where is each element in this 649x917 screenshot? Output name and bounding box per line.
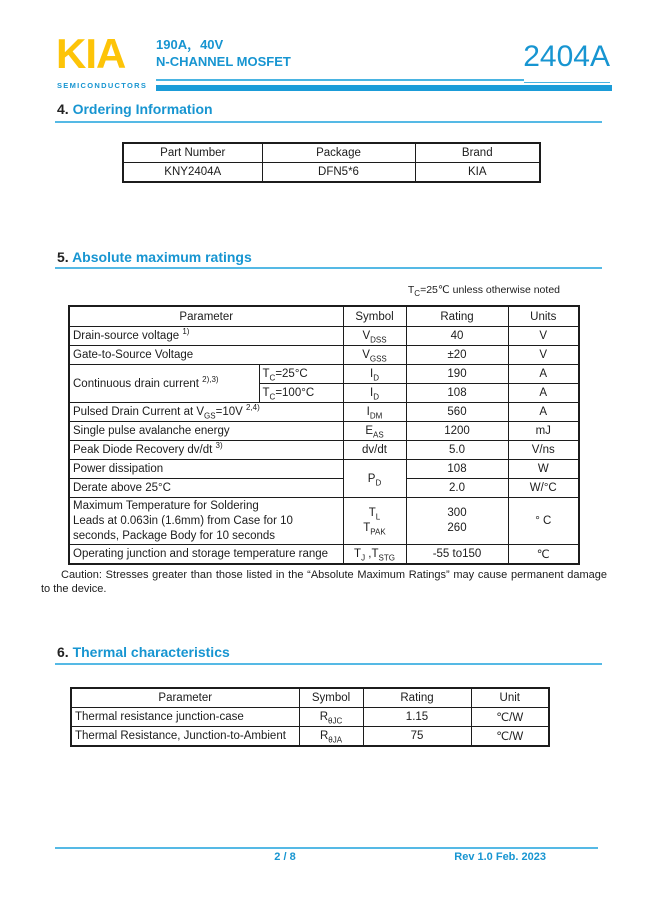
footer-rule bbox=[55, 847, 598, 849]
device-spec-line2: N-CHANNEL MOSFET bbox=[156, 54, 291, 69]
condition-text: =25°C bbox=[275, 368, 308, 380]
condition-sub: C bbox=[269, 392, 276, 402]
symbol-id bbox=[343, 365, 406, 384]
table-row-continuous-25c bbox=[69, 365, 579, 384]
thermal-header-unit: Unit bbox=[471, 688, 549, 708]
unit-value: W bbox=[508, 460, 579, 479]
thermal-characteristics-table bbox=[70, 687, 550, 747]
symbol-vgss bbox=[343, 346, 406, 365]
unit-value: ℃ bbox=[508, 545, 579, 565]
param-text: =10V bbox=[215, 406, 246, 418]
unit-value: W/°C bbox=[508, 479, 579, 498]
symbol-sub: J bbox=[361, 553, 366, 563]
symbol-main: T bbox=[368, 507, 376, 519]
param-thermal-junction-case: Thermal resistance junction-case bbox=[71, 708, 299, 727]
symbol-sub: L bbox=[375, 512, 381, 522]
symbol-sub: D bbox=[373, 373, 379, 383]
device-spec bbox=[156, 36, 291, 70]
symbol-rthjc bbox=[299, 708, 363, 727]
note-text: =25℃ unless otherwise noted bbox=[420, 284, 560, 296]
symbol-main: E bbox=[365, 425, 373, 437]
table-row-soldering bbox=[69, 498, 579, 545]
condition-tc25 bbox=[259, 365, 343, 384]
section-title: Ordering Information bbox=[72, 101, 213, 117]
rating-value-2: 260 bbox=[447, 522, 467, 534]
thermal-header-rating: Rating bbox=[363, 688, 471, 708]
table-row-rthja bbox=[71, 727, 549, 747]
param-text: Peak Diode Recovery dv/dt bbox=[73, 444, 216, 456]
symbol-sub: θJC bbox=[328, 716, 343, 726]
rating-value: 75 bbox=[363, 727, 471, 747]
param-soldering bbox=[69, 498, 343, 545]
symbol-sub: PAK bbox=[370, 527, 386, 537]
ratings-header-parameter: Parameter bbox=[69, 306, 343, 327]
param-power-dissipation: Power dissipation bbox=[69, 460, 343, 479]
symbol-main: R bbox=[319, 730, 329, 742]
device-spec-line1: 190A，40V bbox=[156, 37, 224, 52]
ordering-header-row bbox=[123, 143, 540, 163]
symbol-separator: , bbox=[365, 548, 372, 560]
symbol-sub: D bbox=[373, 392, 379, 402]
param-peak-diode-recovery bbox=[69, 441, 343, 460]
unit-value: ° C bbox=[508, 498, 579, 545]
note-symbol-sub: C bbox=[414, 289, 421, 299]
thermal-header-row bbox=[71, 688, 549, 708]
ratings-header-row bbox=[69, 306, 579, 327]
section-heading-ratings bbox=[57, 249, 252, 265]
symbol-rthja bbox=[299, 727, 363, 747]
rating-value: 5.0 bbox=[406, 441, 508, 460]
symbol-sub: DSS bbox=[370, 335, 387, 345]
param-line2: Leads at 0.063in (1.6mm) from Case for 10 bbox=[73, 514, 293, 527]
section-number: 5. bbox=[57, 249, 69, 265]
symbol-pd bbox=[343, 460, 406, 498]
ordering-header-part-number: Part Number bbox=[123, 143, 262, 163]
table-row-operating bbox=[69, 545, 579, 565]
table-row-power bbox=[69, 460, 579, 479]
symbol-tl-tpak bbox=[343, 498, 406, 545]
note-symbol: T bbox=[407, 284, 415, 296]
unit-value: A bbox=[508, 365, 579, 384]
symbol-main: R bbox=[319, 711, 329, 723]
section-number: 6. bbox=[57, 644, 69, 660]
absolute-maximum-ratings-table bbox=[68, 305, 580, 565]
unit-value: ℃/W bbox=[471, 727, 549, 747]
section-rule bbox=[55, 121, 602, 123]
footnote-sup: 2,4) bbox=[245, 403, 260, 413]
rating-value: 108 bbox=[406, 384, 508, 403]
param-pulsed-drain-current bbox=[69, 403, 343, 422]
symbol-main: V bbox=[362, 349, 370, 361]
thermal-header-parameter: Parameter bbox=[71, 688, 299, 708]
condition-sub: C bbox=[269, 373, 276, 383]
section-heading-ordering bbox=[57, 101, 213, 117]
symbol-main: T bbox=[363, 522, 371, 534]
page-indicator: 2 / 8 bbox=[274, 851, 296, 863]
rating-value: 1200 bbox=[406, 422, 508, 441]
rating-value: 108 bbox=[406, 460, 508, 479]
param-continuous-drain-current bbox=[69, 365, 259, 403]
condition-symbol: T bbox=[262, 368, 270, 380]
header-thin-rule bbox=[156, 79, 524, 81]
ordering-package: DFN5*6 bbox=[262, 163, 415, 183]
header-accent-bar bbox=[156, 85, 612, 91]
ordering-header-brand: Brand bbox=[415, 143, 540, 163]
section-title: Absolute maximum ratings bbox=[72, 249, 252, 265]
ordering-part-number: KNY2404A bbox=[123, 163, 262, 183]
unit-value: mJ bbox=[508, 422, 579, 441]
param-text: Continuous drain current bbox=[73, 377, 203, 390]
symbol-sub: STG bbox=[378, 553, 395, 563]
symbol-main: T bbox=[371, 548, 379, 560]
param-line3: seconds, Package Body for 10 seconds bbox=[73, 529, 276, 542]
symbol-id bbox=[343, 384, 406, 403]
symbol-sub: DM bbox=[369, 411, 383, 421]
symbol-tj-tstg bbox=[343, 545, 406, 565]
rating-value: 2.0 bbox=[406, 479, 508, 498]
param-operating-range: Operating junction and storage temperature range bbox=[69, 545, 343, 565]
rating-soldering bbox=[406, 498, 508, 545]
param-text: Pulsed Drain Current at V bbox=[73, 406, 205, 418]
symbol-tpak bbox=[347, 521, 403, 536]
symbol-main: T bbox=[354, 548, 362, 560]
conditions-note bbox=[407, 284, 560, 299]
unit-value: A bbox=[508, 403, 579, 422]
symbol-main: I bbox=[366, 406, 370, 418]
brand-logo-subtext: SEMICONDUCTORS bbox=[57, 81, 148, 90]
ratings-header-rating: Rating bbox=[406, 306, 508, 327]
ordering-data-row bbox=[123, 163, 540, 183]
symbol-main: I bbox=[370, 387, 374, 399]
footnote-sup: 2),3) bbox=[202, 374, 219, 384]
caution-note: Caution: Stresses greater than those listed in the “Absolute Maximum Ratings” may cause permanent damage to the device. bbox=[41, 569, 607, 595]
ratings-header-symbol: Symbol bbox=[343, 306, 406, 327]
symbol-idm bbox=[343, 403, 406, 422]
footnote-sup: 1) bbox=[182, 327, 190, 337]
thermal-header-symbol: Symbol bbox=[299, 688, 363, 708]
rating-value: -55 to150 bbox=[406, 545, 508, 565]
symbol-sub: θJA bbox=[328, 735, 343, 745]
param-derate: Derate above 25°C bbox=[69, 479, 343, 498]
param-sub: GS bbox=[204, 411, 216, 421]
section-heading-thermal bbox=[57, 644, 230, 660]
section-title: Thermal characteristics bbox=[72, 644, 230, 660]
param-line1: Maximum Temperature for Soldering bbox=[73, 499, 259, 512]
rating-value: ±20 bbox=[406, 346, 508, 365]
table-row-peak-diode bbox=[69, 441, 579, 460]
table-row-derate bbox=[69, 479, 579, 498]
ordering-table bbox=[122, 142, 541, 183]
param-gate-source: Gate-to-Source Voltage bbox=[69, 346, 343, 365]
header-thin-rule-right bbox=[524, 82, 610, 83]
condition-tc100 bbox=[259, 384, 343, 403]
symbol-tl bbox=[347, 506, 403, 521]
revision-label: Rev 1.0 Feb. 2023 bbox=[454, 851, 546, 863]
section-rule bbox=[55, 663, 602, 665]
unit-value: A bbox=[508, 384, 579, 403]
table-row-rthjc bbox=[71, 708, 549, 727]
symbol-main: P bbox=[367, 472, 376, 485]
ordering-header-package: Package bbox=[262, 143, 415, 163]
rating-value-1: 300 bbox=[447, 507, 467, 519]
param-text: Drain-source voltage bbox=[73, 330, 183, 342]
rating-value: 40 bbox=[406, 327, 508, 346]
condition-text: =100°C bbox=[275, 387, 315, 399]
rating-value: 1.15 bbox=[363, 708, 471, 727]
table-row-avalanche bbox=[69, 422, 579, 441]
symbol-sub: AS bbox=[373, 430, 384, 440]
part-number-title: 2404A bbox=[523, 40, 610, 73]
table-row-pulsed bbox=[69, 403, 579, 422]
ordering-brand: KIA bbox=[415, 163, 540, 183]
symbol-sub: D bbox=[375, 477, 382, 487]
symbol-vdss bbox=[343, 327, 406, 346]
unit-value: V bbox=[508, 346, 579, 365]
unit-value: V/ns bbox=[508, 441, 579, 460]
unit-value: ℃/W bbox=[471, 708, 549, 727]
rating-value: 190 bbox=[406, 365, 508, 384]
section-number: 4. bbox=[57, 101, 69, 117]
symbol-main: I bbox=[370, 368, 374, 380]
section-rule bbox=[55, 267, 602, 269]
param-thermal-junction-ambient: Thermal Resistance, Junction-to-Ambient bbox=[71, 727, 299, 747]
symbol-dvdt: dv/dt bbox=[343, 441, 406, 460]
symbol-eas bbox=[343, 422, 406, 441]
ratings-header-units: Units bbox=[508, 306, 579, 327]
symbol-main: V bbox=[362, 330, 371, 342]
table-row-gate-source bbox=[69, 346, 579, 365]
brand-logo: KIA bbox=[56, 30, 126, 77]
condition-symbol: T bbox=[262, 387, 270, 399]
symbol-sub: GSS bbox=[369, 354, 387, 364]
unit-value: V bbox=[508, 327, 579, 346]
rating-value: 560 bbox=[406, 403, 508, 422]
param-avalanche-energy: Single pulse avalanche energy bbox=[69, 422, 343, 441]
footnote-sup: 3) bbox=[215, 441, 223, 451]
table-row-drain-source bbox=[69, 327, 579, 346]
param-drain-source bbox=[69, 327, 343, 346]
